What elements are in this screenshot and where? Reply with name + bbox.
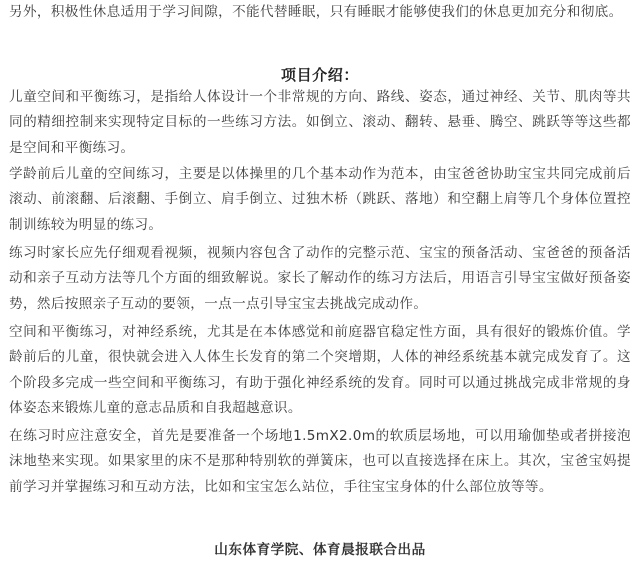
paragraph-nervous-system: 空间和平衡练习，对神经系统，尤其是在本体感觉和前庭器官稳定性方面，具有很好的锻炼价值。学龄前后的儿童，很快就会进入人体生长发育的第二个突增期，人体的神经系统基本就完成发育了。这个阶段多完成一些空间和平衡练习，有助于强化神经系统的发育。同时可以通过挑战完成非常规的身体姿态来锻炼儿童的意志品质和自我超越意识。 bbox=[9, 324, 631, 416]
footer-credit: 山东体育学院、体育晨报联合出品 bbox=[214, 542, 426, 558]
paragraph-safety: 在练习时应注意安全，首先是要准备一个场地1.5mX2.0m的软质层场地，可以用瑜伽垫或者拼接泡沫地垫来实现。如果家里的床不是那种特别软的弹簧床，也可以直接选择在床上。其次，宝爸宝妈提前学习并掌握练习和互动方法，比如和宝宝怎么站位，手往宝宝身体的什么部位放等等。 bbox=[9, 428, 631, 495]
section-title: 项目介绍： bbox=[280, 66, 359, 84]
paragraph-preschool-practice: 学龄前后儿童的空间练习，主要是以体操里的几个基本动作为范本，由宝爸爸协助宝宝共同完成前后滚动、前滚翻、后滚翻、手倒立、肩手倒立、过独木桥（跳跃、落地）和空翻上肩等几个身体位置控制训练较为明显的练习。 bbox=[9, 166, 631, 233]
paragraph-parent-guidance: 练习时家长应先仔细观看视频，视频内容包含了动作的完整示范、宝宝的预备活动、宝爸爸的预备活动和亲子互动方法等几个方面的细致解说。家长了解动作的练习方法后，用语言引导宝宝做好预备姿势，然后按照亲子互动的要领，一点一点引导宝宝去挑战完成动作。 bbox=[9, 245, 631, 312]
paragraph-definition: 儿童空间和平衡练习，是指给人体设计一个非常规的方向、路线、姿态，通过神经、关节、肌肉等共同的精细控制来实现特定目标的一些练习方法。如倒立、滚动、翻转、悬垂、腾空、跳跃等等这些都是空间和平衡练习。 bbox=[9, 89, 631, 156]
intro-tail-paragraph: 另外，积极性休息适用于学习间隙，不能代替睡眠，只有睡眠才能够使我们的休息更加充分和彻底。 bbox=[9, 4, 623, 20]
